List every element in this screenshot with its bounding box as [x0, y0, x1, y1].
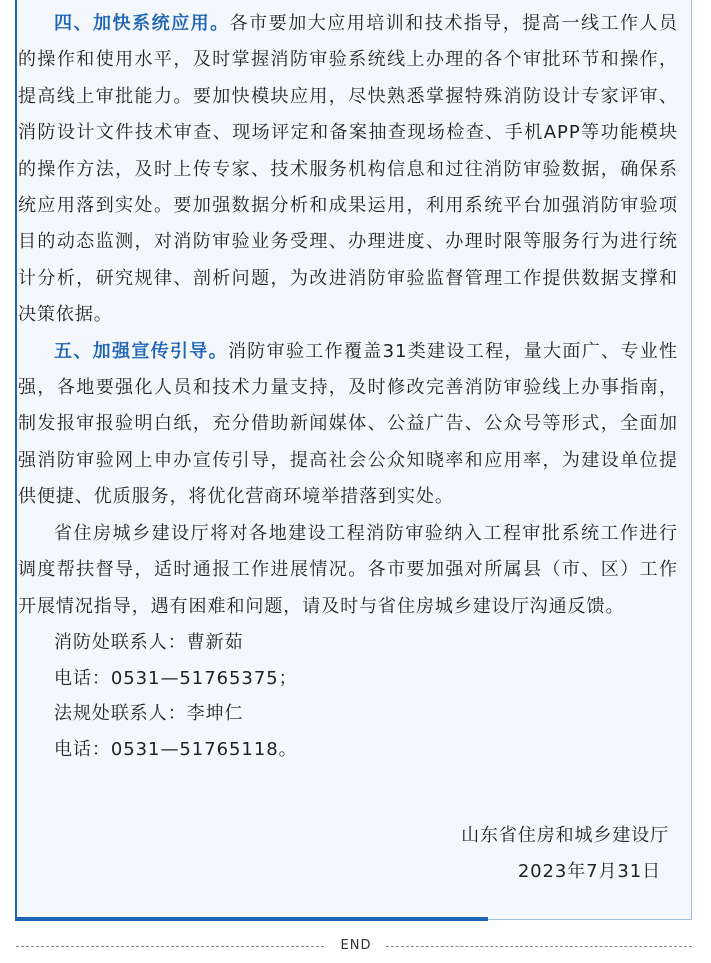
section-text: 各市要加大应用培训和技术指导，提高一线工作人员的操作和使用水平，及时掌握消防审验系统线上办理的各个审批环节和操作，提高线上审批能力。要加快模块应用，尽快熟悉掌握特殊消防设计专家评审、消防设计文件技术审查、现场评定和备案抽查现场检查、手机APP等功能模块的操作方法，及时上传专家、技术服务机构信息和过往消防审验数据，确保系统应用落到实处。要加强数据分析和成果运用，利用系统平台加强消防审验项目的动态监测，对消防审验业务受理、办理进度、办理时限等服务行为进行统计分析，研究规律、剖析问题，为改进消防审验监督管理工作提供数据支撑和决策依据。 [18, 13, 678, 326]
card-accent-bar [15, 917, 488, 921]
signature-date: 2023年7月31日 [517, 861, 661, 882]
section-heading: 五、加强宣传引导。 [54, 340, 228, 362]
contact-legal-dept-phone: 电话：0531—51765118。 [54, 739, 298, 761]
signature-org: 山东省住房和城乡建设厅 [461, 825, 669, 846]
end-dashed-line-left [16, 946, 324, 947]
section-heading: 四、加快系统应用。 [54, 13, 230, 34]
signature-block [461, 818, 669, 890]
contact-fire-dept-phone: 电话：0531—51765375； [54, 667, 298, 689]
end-dashed-line-right [386, 946, 692, 947]
section-publicity-guidance [18, 334, 678, 516]
end-divider [16, 936, 692, 956]
end-label: END [340, 938, 372, 953]
document-body [18, 6, 678, 768]
contact-legal-dept: 法规处联系人：李坤仁 [54, 703, 244, 725]
section-accelerate-application [18, 6, 678, 334]
section-text: 消防审验工作覆盖31类建设工程，量大面广、专业性强，各地要强化人员和技术力量支持，及时修改完善消防审验线上办事指南，制发报审报验明白纸，充分借助新闻媒体、公益广告、公众号等形式，全面加强消防审验网上申办宣传引导，提高社会公众知晓率和应用率，为建设单位提供便捷、优质服务，将优化营商环境举措落到实处。 [18, 340, 678, 508]
closing-paragraph: 省住房城乡建设厅将对各地建设工程消防审验纳入工程审批系统工作进行调度帮扶督导，适时通报工作进展情况。各市要加强对所属县（市、区）工作开展情况指导，遇有困难和问题，请及时与省住房城乡建设厅沟通反馈。 [18, 522, 678, 617]
contact-fire-dept: 消防处联系人：曹新茹 [54, 631, 244, 653]
